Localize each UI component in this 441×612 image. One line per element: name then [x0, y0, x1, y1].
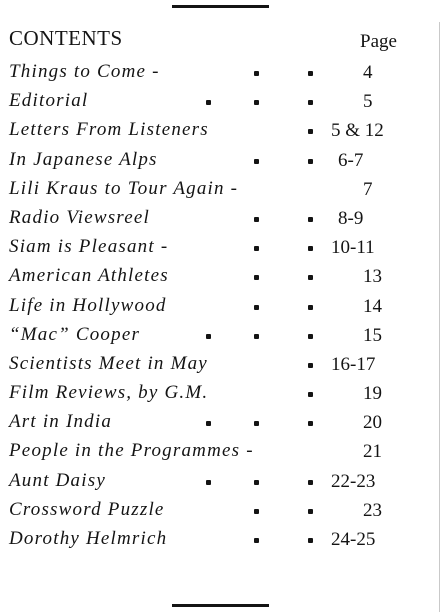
dot-leader: [254, 509, 259, 514]
entry-page: 5: [363, 91, 373, 113]
bottom-rule: [172, 604, 269, 607]
dot-leader: [254, 159, 259, 164]
entry-page: 8-9: [338, 207, 364, 229]
contents-list: [9, 61, 433, 557]
contents-entry: [9, 353, 433, 382]
dot-leader: [308, 334, 313, 339]
entry-title: People in the Programmes -: [9, 440, 254, 462]
contents-entry: [9, 528, 433, 557]
entry-title: Film Reviews, by G.M.: [9, 382, 209, 404]
dot-leader: [206, 334, 211, 339]
contents-entry: [9, 236, 433, 265]
page-edge: [439, 22, 440, 612]
dot-leader: [254, 275, 259, 280]
entry-title: Editorial: [9, 90, 89, 112]
dot-leader: [308, 159, 313, 164]
dot-leader: [308, 71, 313, 76]
entry-page: 5 & 12: [331, 120, 384, 142]
entry-page: 10-11: [331, 237, 375, 259]
entry-page: 4: [363, 62, 373, 83]
dot-leader: [254, 100, 259, 105]
contents-entry: [9, 440, 433, 469]
contents-entry: [9, 382, 433, 411]
contents-entry: [9, 119, 433, 148]
dot-leader: [254, 305, 259, 310]
dot-leader: [254, 246, 259, 251]
contents-heading: CONTENTS: [9, 26, 123, 50]
dot-leader: [308, 538, 313, 543]
dot-leader: [308, 100, 313, 105]
contents-entry: [9, 411, 433, 440]
dot-leader: [254, 217, 259, 222]
entry-title: Life in Hollywood: [9, 294, 167, 316]
entry-page: 16-17: [331, 353, 376, 375]
contents-entry: [9, 470, 433, 499]
contents-entry: [9, 499, 433, 528]
entry-page: 6-7: [338, 149, 364, 171]
dot-leader: [254, 334, 259, 339]
contents-entry: [9, 295, 433, 324]
contents-entry: [9, 324, 433, 353]
entry-title: Aunt Daisy: [9, 469, 106, 491]
entry-title: Dorothy Helmrich: [9, 528, 168, 549]
dot-leader: [206, 421, 211, 426]
dot-leader: [308, 275, 313, 280]
dot-leader: [206, 100, 211, 105]
entry-page: 24-25: [331, 529, 376, 550]
dot-leader: [254, 538, 259, 543]
dot-leader: [308, 421, 313, 426]
entry-title: Things to Come -: [9, 61, 160, 82]
entry-page: 7: [363, 178, 373, 200]
dot-leader: [254, 480, 259, 485]
dot-leader: [308, 480, 313, 485]
entry-title: Crossword Puzzle: [9, 498, 165, 520]
dot-leader: [308, 305, 313, 310]
entry-title: Siam is Pleasant -: [9, 236, 169, 258]
dot-leader: [308, 509, 313, 514]
entry-title: Lili Kraus to Tour Again -: [9, 177, 239, 199]
contents-entry: [9, 207, 433, 236]
entry-page: 20: [363, 412, 382, 434]
entry-page: 15: [363, 324, 382, 346]
dot-leader: [254, 421, 259, 426]
entry-page: 21: [363, 441, 382, 463]
entry-title: Scientists Meet in May: [9, 352, 208, 374]
top-rule: [172, 5, 269, 8]
contents-entry: [9, 149, 433, 178]
contents-entry: [9, 61, 433, 90]
contents-entry: [9, 90, 433, 119]
dot-leader: [206, 480, 211, 485]
entry-page: 23: [363, 499, 382, 521]
contents-entry: [9, 178, 433, 207]
entry-title: “Mac” Cooper: [9, 323, 141, 345]
dot-leader: [254, 71, 259, 76]
dot-leader: [308, 363, 313, 368]
entry-title: Art in India: [9, 411, 113, 433]
dot-leader: [308, 129, 313, 134]
entry-title: In Japanese Alps: [9, 148, 158, 170]
contents-header: [9, 26, 433, 56]
entry-page: 19: [363, 383, 382, 405]
dot-leader: [308, 217, 313, 222]
page-column-heading: Page: [360, 31, 397, 52]
contents-entry: [9, 265, 433, 294]
entry-title: Letters From Listeners: [9, 119, 209, 141]
entry-title: American Athletes: [9, 265, 169, 287]
entry-page: 13: [363, 266, 382, 288]
entry-page: 14: [363, 295, 382, 317]
entry-title: Radio Viewsreel: [9, 206, 150, 228]
dot-leader: [308, 246, 313, 251]
dot-leader: [308, 392, 313, 397]
entry-page: 22-23: [331, 470, 376, 492]
